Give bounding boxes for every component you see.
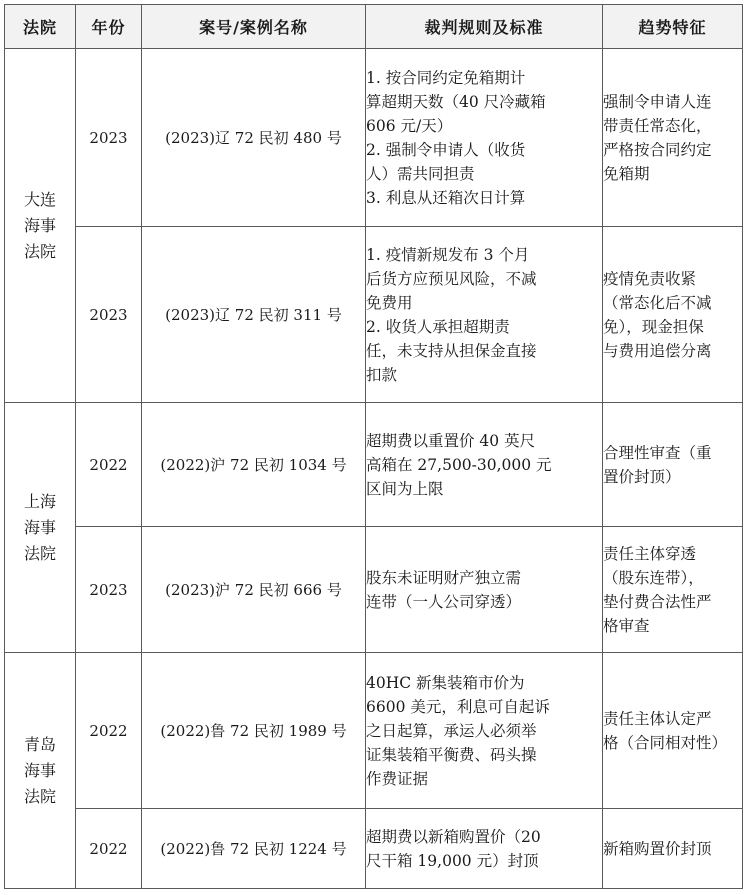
header-rule: 裁判规则及标准 xyxy=(366,5,603,49)
case-number-cell: (2022)鲁 72 民初 1989 号 xyxy=(142,653,366,809)
trend-line: 责任主体认定严 xyxy=(603,709,712,728)
rule-line: 连带（一人公司穿透） xyxy=(366,592,522,611)
table-row xyxy=(5,49,743,227)
table-row xyxy=(5,527,743,653)
rule-cell xyxy=(366,653,603,809)
case-table xyxy=(4,4,743,889)
rule-cell xyxy=(366,809,603,889)
header-trend: 趋势特征 xyxy=(603,5,743,49)
rule-line: 1. 疫情新规发布 3 个月 xyxy=(366,245,530,264)
rule-line: 作费证据 xyxy=(366,769,429,788)
header-case: 案号/案例名称 xyxy=(142,5,366,49)
court-name: 大连海事法院 xyxy=(23,189,56,261)
rule-cell xyxy=(366,403,603,527)
trend-cell xyxy=(603,227,743,403)
trend-cell xyxy=(603,527,743,653)
case-number-cell: (2022)沪 72 民初 1034 号 xyxy=(142,403,366,527)
rule-line: 2. 收货人承担超期责 xyxy=(366,317,510,336)
rule-line: 证集装箱平衡费、码头操 xyxy=(366,745,537,764)
header-row xyxy=(5,5,743,49)
year-cell: 2022 xyxy=(76,403,142,527)
court-cell xyxy=(5,653,76,889)
year-cell: 2023 xyxy=(76,527,142,653)
court-name: 青岛海事法院 xyxy=(23,734,56,806)
trend-line: 责任主体穿透 xyxy=(603,544,697,563)
rule-line: 超期费以新箱购置价（20 xyxy=(366,827,541,846)
rule-line: 算超期天数（40 尺冷藏箱 xyxy=(366,92,546,111)
trend-line: 格（合同相对性） xyxy=(603,733,728,752)
rule-line: 2. 强制令申请人（收货 xyxy=(366,140,526,159)
trend-line: 免），现金担保 xyxy=(603,317,704,336)
trend-line: （常态化后不减 xyxy=(603,293,712,312)
rule-line: 1. 按合同约定免箱期计 xyxy=(366,68,526,87)
rule-line: 超期费以重置价 40 英尺 xyxy=(366,431,536,450)
header-year: 年份 xyxy=(76,5,142,49)
trend-line: 格审查 xyxy=(603,616,650,635)
case-number-cell: (2023)辽 72 民初 311 号 xyxy=(142,227,366,403)
rule-line: 扣款 xyxy=(366,365,398,384)
trend-cell xyxy=(603,653,743,809)
rule-line: 免费用 xyxy=(366,293,413,312)
year-cell: 2022 xyxy=(76,809,142,889)
trend-line: 垫付费合法性严 xyxy=(603,592,712,611)
trend-line: （股东连带）， xyxy=(603,568,704,587)
court-name: 上海海事法院 xyxy=(23,491,56,563)
rule-cell xyxy=(366,527,603,653)
rule-line: 后货方应预见风险，不减 xyxy=(366,269,537,288)
rule-cell xyxy=(366,49,603,227)
rule-line: 606 元/天） xyxy=(366,116,453,135)
rule-line: 尺干箱 19,000 元）封顶 xyxy=(366,851,539,870)
header-court: 法院 xyxy=(5,5,76,49)
case-number-cell: (2023)沪 72 民初 666 号 xyxy=(142,527,366,653)
rule-line: 6600 美元，利息可自起诉 xyxy=(366,697,550,716)
year-cell: 2023 xyxy=(76,49,142,227)
trend-line: 与费用追偿分离 xyxy=(603,341,712,360)
trend-line: 疫情免责收紧 xyxy=(603,269,697,288)
rule-line: 高箱在 27,500-30,000 元 xyxy=(366,455,552,474)
trend-line: 强制令申请人连 xyxy=(603,92,712,111)
rule-line: 区间为上限 xyxy=(366,479,444,498)
table-row xyxy=(5,403,743,527)
court-cell xyxy=(5,403,76,653)
table-row xyxy=(5,809,743,889)
case-number-cell: (2022)鲁 72 民初 1224 号 xyxy=(142,809,366,889)
trend-line: 新箱购置价封顶 xyxy=(603,839,712,858)
trend-line: 免箱期 xyxy=(603,164,650,183)
trend-line: 置价封顶） xyxy=(603,467,681,486)
rule-line: 之日起算，承运人必须举 xyxy=(366,721,537,740)
rule-line: 股东未证明财产独立需 xyxy=(366,568,522,587)
rule-line: 40HC 新集装箱市价为 xyxy=(366,673,525,692)
trend-cell xyxy=(603,809,743,889)
rule-line: 3. 利息从还箱次日计算 xyxy=(366,188,526,207)
case-number-cell: (2023)辽 72 民初 480 号 xyxy=(142,49,366,227)
trend-cell xyxy=(603,49,743,227)
table-row xyxy=(5,653,743,809)
table-row xyxy=(5,227,743,403)
rule-cell xyxy=(366,227,603,403)
trend-line: 合理性审查（重 xyxy=(603,443,712,462)
year-cell: 2023 xyxy=(76,227,142,403)
rule-line: 人）需共同担责 xyxy=(366,164,475,183)
trend-line: 带责任常态化， xyxy=(603,116,712,135)
court-cell xyxy=(5,49,76,403)
trend-cell xyxy=(603,403,743,527)
year-cell: 2022 xyxy=(76,653,142,809)
rule-line: 任，未支持从担保金直接 xyxy=(366,341,537,360)
trend-line: 严格按合同约定 xyxy=(603,140,712,159)
